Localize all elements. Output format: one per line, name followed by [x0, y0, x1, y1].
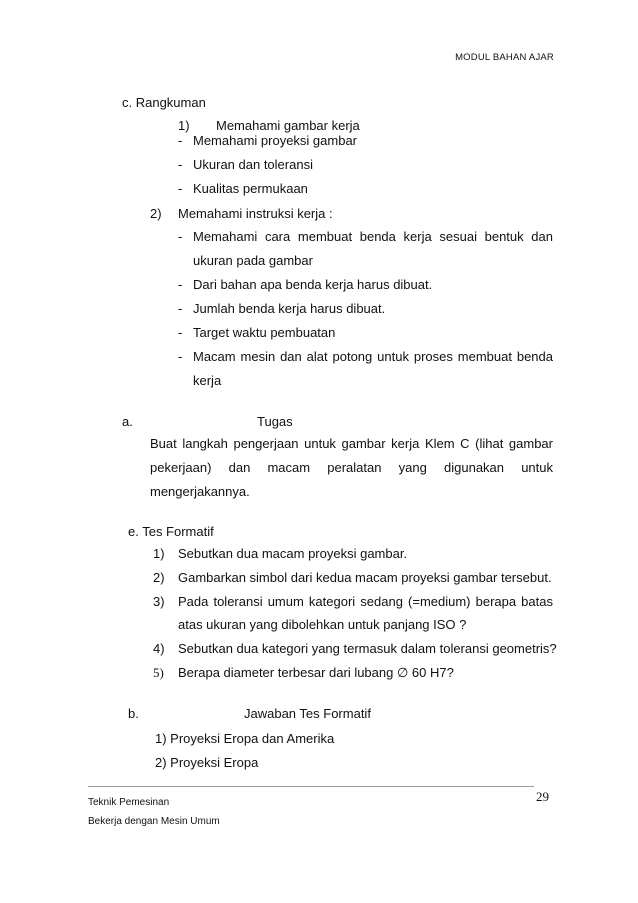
sub-item: Target waktu pembuatan — [193, 325, 336, 340]
question-text: Berapa diameter terbesar dari lubang ∅ 60 H7? — [178, 665, 454, 680]
section-heading-rangkuman: c. Rangkuman — [122, 95, 206, 110]
paragraph-line: mengerjakannya. — [150, 484, 250, 499]
question-text: Gambarkan simbol dari kedua macam proyeksi gambar tersebut. — [178, 570, 552, 585]
section-letter: b. — [128, 706, 139, 721]
sub-item: Dari bahan apa benda kerja harus dibuat. — [193, 277, 433, 292]
section-heading-jawaban: Jawaban Tes Formatif — [244, 706, 371, 721]
question-text-continuation: atas ukuran yang dibolehkan untuk panjang ISO ? — [178, 617, 467, 632]
bullet-dash: - — [178, 349, 183, 364]
bullet-dash: - — [178, 325, 183, 340]
page-number: 29 — [536, 789, 549, 804]
question-text: Sebutkan dua macam proyeksi gambar. — [178, 546, 408, 561]
question-number: 2) — [153, 570, 165, 585]
question-text: Pada toleransi umum kategori sedang (=medium) berapa batas — [178, 594, 553, 609]
question-number: 1) — [153, 546, 165, 561]
answer-item: 2) Proyeksi Eropa — [155, 755, 259, 770]
sub-item: Kualitas permukaan — [193, 181, 308, 196]
sub-item: Memahami proyeksi gambar — [193, 133, 358, 148]
section-heading-tes-formatif: e. Tes Formatif — [128, 524, 214, 539]
section-letter: a. — [122, 414, 133, 429]
bullet-dash: - — [178, 277, 183, 292]
list-number: 1) — [178, 118, 190, 133]
sub-item: Macam mesin dan alat potong untuk proses membuat benda — [193, 349, 553, 364]
section-heading-tugas: Tugas — [257, 414, 293, 429]
sub-item-continuation: kerja — [193, 373, 222, 388]
list-number: 2) — [150, 206, 162, 221]
running-header: MODUL BAHAN AJAR — [455, 52, 554, 63]
question-text: Sebutkan dua kategori yang termasuk dalam toleransi geometris? — [178, 641, 557, 656]
bullet-dash: - — [178, 301, 183, 316]
bullet-dash: - — [178, 157, 183, 172]
sub-item: Ukuran dan toleransi — [193, 157, 313, 172]
paragraph-line: pekerjaan) dan macam peralatan yang digunakan untuk — [150, 460, 553, 475]
footer-module: Bekerja dengan Mesin Umum — [88, 816, 220, 827]
bullet-dash: - — [178, 133, 183, 148]
footer-course: Teknik Pemesinan — [88, 797, 170, 808]
list-item-text: Memahami gambar kerja — [216, 118, 360, 133]
question-number: 5) — [153, 665, 164, 680]
sub-item: Jumlah benda kerja harus dibuat. — [193, 301, 386, 316]
answer-item: 1) Proyeksi Eropa dan Amerika — [155, 731, 335, 746]
sub-item: Memahami cara membuat benda kerja sesuai bentuk dan — [193, 229, 553, 244]
question-number: 3) — [153, 594, 165, 609]
sub-item-continuation: ukuran pada gambar — [193, 253, 313, 268]
bullet-dash: - — [178, 181, 183, 196]
list-item-text: Memahami instruksi kerja : — [178, 206, 333, 221]
question-number: 4) — [153, 641, 165, 656]
footer-divider — [88, 786, 534, 787]
paragraph-line: Buat langkah pengerjaan untuk gambar kerja Klem C (lihat gambar — [150, 436, 553, 451]
bullet-dash: - — [178, 229, 183, 244]
